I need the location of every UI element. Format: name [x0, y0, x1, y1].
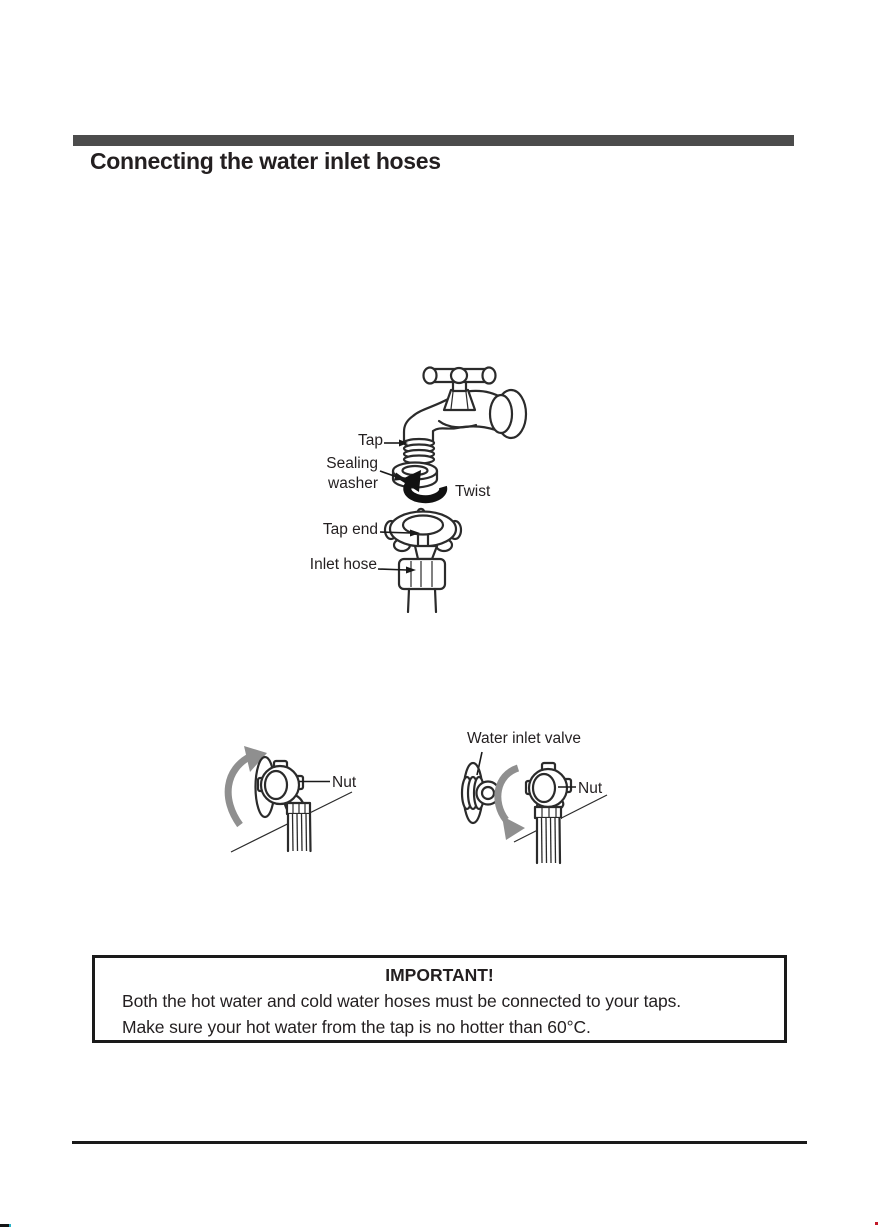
section-accent-bar — [73, 135, 794, 146]
nut-label: Nut — [332, 774, 357, 791]
tap-end-label: Tap end — [322, 521, 378, 538]
tap-label: Tap — [358, 432, 383, 449]
page-title: Connecting the water inlet hoses — [90, 148, 441, 174]
tap-end-illustration — [385, 509, 461, 559]
rotate-cw-arrow-icon — [498, 768, 525, 840]
water-inlet-valve-label: Water inlet valve — [467, 730, 581, 747]
tap-illustration — [404, 368, 526, 464]
important-title: IMPORTANT! — [385, 965, 494, 985]
nut-hose-illustration — [526, 763, 571, 863]
important-line-1: Both the hot water and cold water hoses must be connected to your taps. — [122, 991, 682, 1011]
twist-label: Twist — [455, 483, 491, 500]
tap-exploded-diagram — [280, 358, 570, 613]
loosen-nut-illustration — [215, 735, 395, 865]
water-inlet-valve-illustration — [462, 777, 500, 809]
important-notice-box — [92, 955, 787, 1043]
tap-thread-icon — [404, 439, 434, 464]
footer-rule — [72, 1141, 807, 1144]
loosen-nut-diagram — [215, 735, 395, 865]
tap-handle-icon — [424, 368, 496, 392]
inlet-hose-label: Inlet hose — [309, 556, 377, 573]
sealing-washer-label: Sealing washer — [326, 455, 378, 492]
nut-label: Nut — [578, 780, 603, 797]
important-line-2: Make sure your hot water from the tap is no hotter than 60°C. — [122, 1017, 591, 1037]
tighten-nut-diagram — [430, 718, 645, 870]
inlet-hose-illustration — [399, 559, 445, 612]
nut-hose-illustration — [258, 761, 311, 851]
